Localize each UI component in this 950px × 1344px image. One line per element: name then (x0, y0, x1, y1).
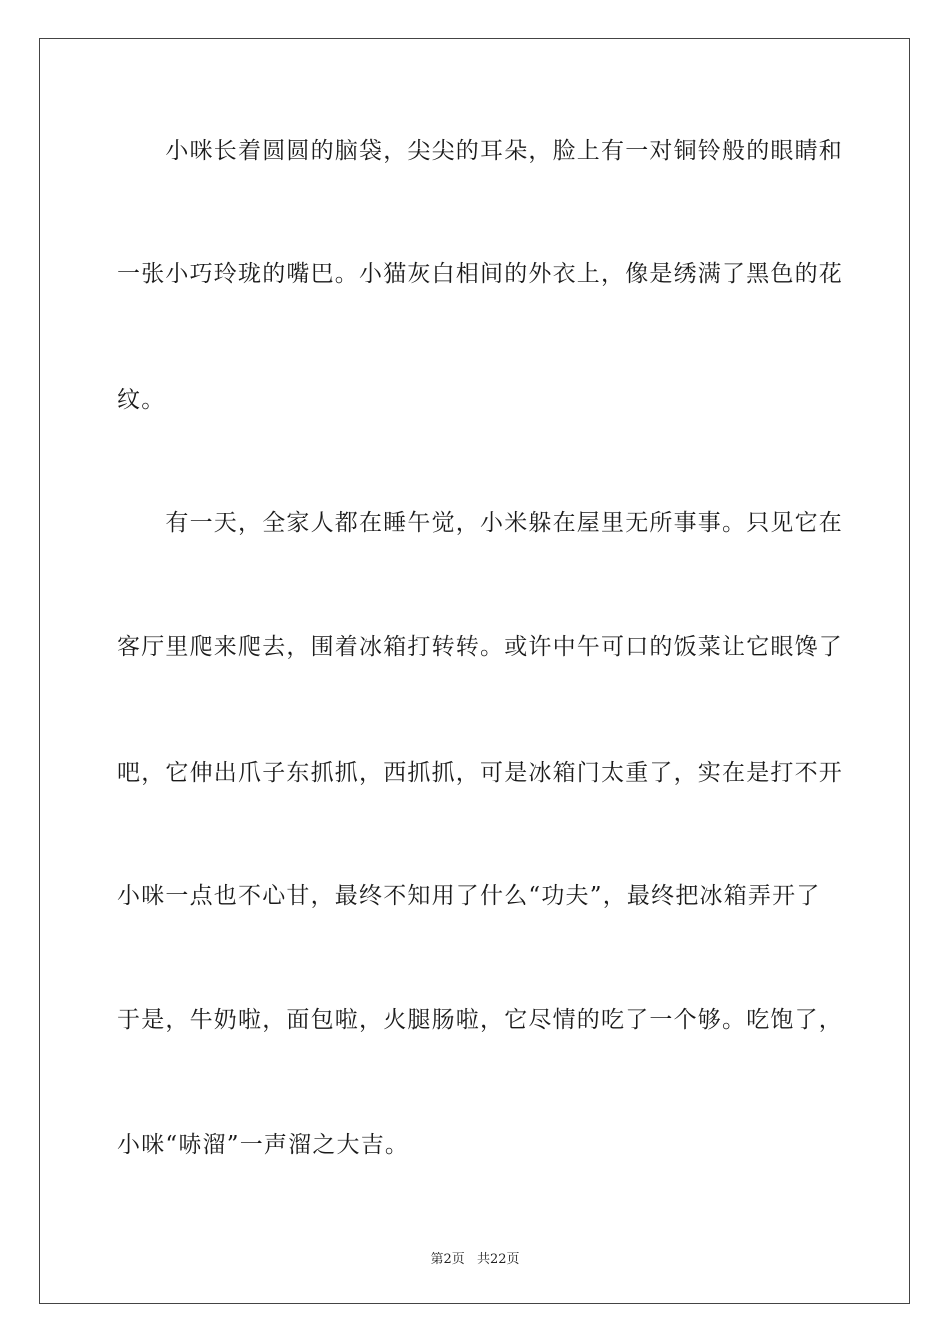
text-line: 于是，牛奶啦，面包啦，火腿肠啦，它尽情的吃了一个够。吃饱了， (117, 1007, 843, 1033)
text-line: 一张小巧玲珑的嘴巴。小猫灰白相间的外衣上，像是绣满了黑色的花 (117, 261, 843, 287)
text-line: 吧，它伸出爪子东抓抓，西抓抓，可是冰箱门太重了，实在是打不开 (117, 760, 843, 786)
text-line: 纹。 (117, 387, 166, 413)
text-line: 有一天，全家人都在睡午觉，小米躲在屋里无所事事。只见它在 (117, 510, 843, 536)
text-line: 小咪“哧溜”一声溜之大吉。 (117, 1132, 410, 1158)
page-frame (39, 38, 910, 1304)
text-line: 小咪一点也不心甘，最终不知用了什么“功夫”，最终把冰箱弄开了 (117, 883, 821, 909)
page-number: 第2页 (430, 1252, 465, 1267)
text-line: 小咪长着圆圆的脑袋，尖尖的耳朵，脸上有一对铜铃般的眼睛和 (117, 138, 843, 164)
page-total: 共22页 (476, 1252, 520, 1267)
text-line: 客厅里爬来爬去，围着冰箱打转转。或许中午可口的饭菜让它眼馋了 (117, 634, 843, 660)
page-footer (0, 1248, 950, 1267)
